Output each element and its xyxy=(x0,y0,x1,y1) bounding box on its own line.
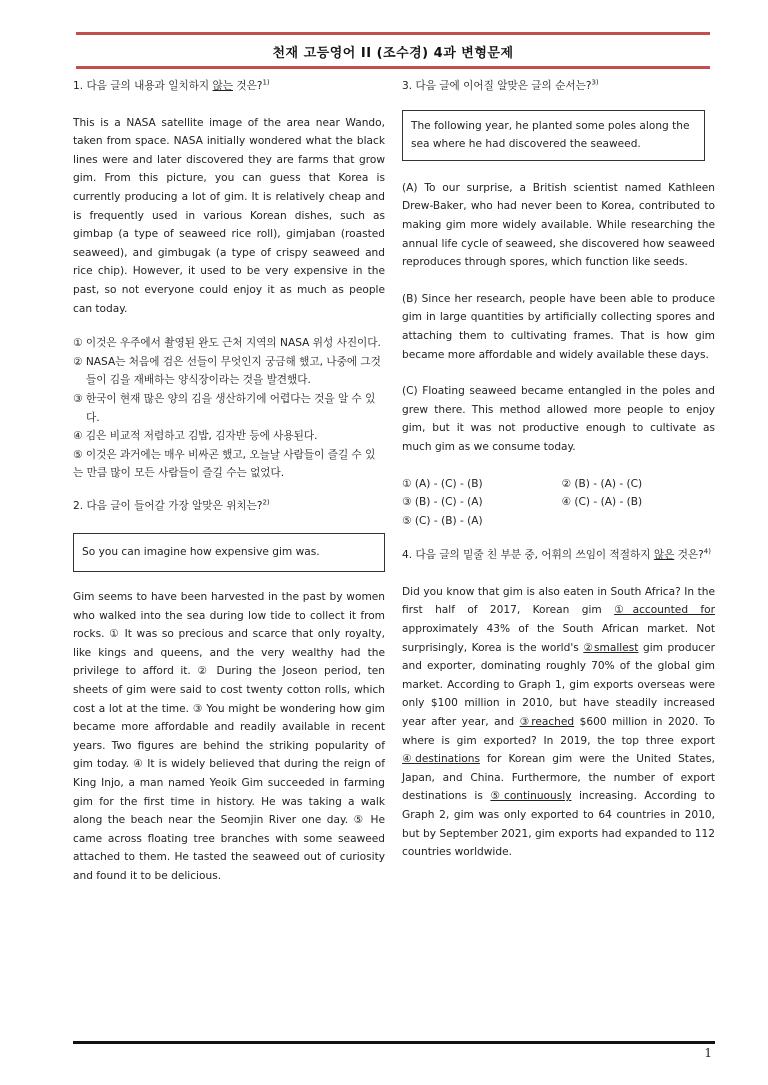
question-3-choices xyxy=(402,475,715,531)
question-1-stem xyxy=(73,77,385,96)
question-3-stem xyxy=(402,77,715,96)
footer-rule xyxy=(73,1041,715,1044)
underlined-word-4[interactable]: ④destinations xyxy=(402,753,480,766)
page-number: 1 xyxy=(704,1046,712,1060)
underlined-word-5[interactable]: ⑤continuously xyxy=(490,790,572,803)
choice[interactable]: ② (B) - (A) - (C) xyxy=(561,477,643,490)
question-1 xyxy=(73,77,385,483)
left-column xyxy=(73,77,385,886)
question-number: 2. xyxy=(73,499,84,512)
stem-text: 다음 글의 내용과 일치하지 xyxy=(86,80,210,92)
passage-segment: for Korean gim were the United States, Japan, and China. Furthermore, the number of export destinations is xyxy=(402,753,715,803)
given-sentence: So you can imagine how expensive gim was. xyxy=(82,546,320,559)
given-sentence-box xyxy=(402,110,705,161)
question-3 xyxy=(402,77,715,530)
choice[interactable]: ⑤ 이것은 과거에는 매우 비싸곤 했고, 오늘날 사람들이 즐길 수 있는 만큼 많이 모든 사람들이 즐길 수는 없었다. xyxy=(73,448,376,480)
question-number: 4. xyxy=(402,549,413,562)
question-4-passage xyxy=(402,583,715,862)
stem-text: 것은? xyxy=(236,80,263,92)
stem-text: 다음 글의 밑줄 친 부분 중, 어휘의 쓰임이 적절하지 xyxy=(415,549,651,562)
underlined-word-1[interactable]: ①accounted for xyxy=(614,604,715,617)
underlined-word-2[interactable]: ②smallest xyxy=(583,641,639,654)
right-column xyxy=(402,77,715,862)
question-4-stem xyxy=(402,546,715,565)
choice[interactable]: ④ 김은 비교적 저렴하고 김밥, 김자반 등에 사용된다. xyxy=(73,430,318,443)
question-number: 3. xyxy=(402,80,413,92)
choice[interactable]: ③ 한국이 현재 많은 양의 김을 생산하기에 어렵다는 것을 알 수 있다. xyxy=(73,392,376,424)
choice[interactable]: ⑤ (C) - (B) - (A) xyxy=(402,514,483,527)
passage-segment: Did you know that gim is also eaten in South Africa? In the first half of 2017, Korean gim xyxy=(402,585,715,617)
stem-text: 다음 글이 들어갈 가장 알맞은 위치는? xyxy=(86,499,263,512)
paragraph-b: (B) Since her research, people have been able to produce gim in large quantities by artificially collecting spores and attaching them to cultivating frames. That is how gim became more affordable and widely available these days. xyxy=(402,292,715,361)
passage-segment: increasing. According to Graph 2, gim was only exported to 64 countries in 2010, but by September 2021, gim exports had expanded to 112 countries worldwide. xyxy=(402,790,715,859)
passage-segment: gim producer and exporter, dominating roughly 70% of the global gim market. According to Graph 1, gim exports overseas were only $100 million in 2010, but have steadily increased year after year, and xyxy=(402,641,715,729)
given-sentence: The following year, he planted some poles along the sea where he had discovered the seaweed. xyxy=(411,119,690,151)
question-2-stem xyxy=(73,497,385,516)
header-bottom-rule xyxy=(76,66,710,69)
footnote-ref: 4) xyxy=(703,547,711,556)
page-title: 천재 고등영어 II (조수경) 4과 변형문제 xyxy=(272,46,514,61)
passage-segment: approximately 43% of the South African market. Not surprisingly, Korea is the world's xyxy=(402,623,715,654)
footnote-ref: 2) xyxy=(262,498,270,507)
question-1-choices xyxy=(73,334,385,483)
footnote-ref: 1) xyxy=(262,78,270,87)
passage-segment: $600 million in 2020. To where is gim exported? In 2019, the top three export xyxy=(402,716,715,747)
stem-text: 것은? xyxy=(677,549,704,562)
choice[interactable]: ① (A) - (C) - (B) xyxy=(402,477,483,490)
choice[interactable]: ① 이것은 우주에서 촬영된 완도 근처 지역의 NASA 위성 사진이다. xyxy=(73,337,381,350)
underlined-word-3[interactable]: ③reached xyxy=(519,716,575,729)
question-2-passage: Gim seems to have been harvested in the past by women who walked into the sea during low tide to collect it from rocks. ① It was so precious and scarce that only royalty, like kings and queens, and the very wealthy had the privilege to afford it. ② During the Joseon period, ten sheets of gim were said to cost twenty cotton rolls, which cost a lot at the time. ③ You might be wondering how gim became more affordable and readily available in recent years. Two figures are behind the striking popularity of gim today. ④ It is widely believed that during the reign of King Injo, a man named Yeoik Gim succeeded in farming gim for the first time in history. He was taking a walk along the beach near the Seomjin River one day. ⑤ He came across floating tree branches with some seaweed attached to them. He tasted the seaweed out of curiosity and found it to be delicious. xyxy=(73,591,385,882)
footnote-ref: 3) xyxy=(591,78,599,87)
given-sentence-box xyxy=(73,533,385,572)
header-top-rule xyxy=(76,32,710,35)
choice[interactable]: ② NASA는 처음에 검은 선들이 무엇인지 궁금해 했고, 나중에 그것들이 김을 재배하는 양식장이라는 것을 발견했다. xyxy=(73,355,381,387)
question-4 xyxy=(402,546,715,862)
question-1-passage: This is a NASA satellite image of the area near Wando, taken from space. NASA initially wondered what the black lines were and later discovered they are farms that grow gim. From this picture, you can guess that Korea is currently producing a lot of gim. It is relatively cheap and is frequently used in various Korean dishes, such as gimbap (a type of seaweed rice roll), gimjaban (roasted seaweed), and gimbugak (a type of crispy seaweed and rice chip). However, it used to be very expensive in the past, so not everyone could enjoy it as much as people can today. xyxy=(73,116,385,315)
stem-underlined: 않은 xyxy=(653,549,675,562)
choice[interactable]: ③ (B) - (C) - (A) xyxy=(402,496,483,509)
stem-text: 다음 글에 이어질 알맞은 글의 순서는? xyxy=(415,80,592,92)
choice[interactable]: ④ (C) - (A) - (B) xyxy=(561,496,643,509)
paragraph-a: (A) To our surprise, a British scientist named Kathleen Drew-Baker, who had never been to Korea, contributed to making gim more widely available. While researching the annual life cycle of seaweed, she discovered how seaweed reproduces through spores, which function like seeds. xyxy=(402,181,715,269)
question-number: 1. xyxy=(73,80,84,92)
stem-underlined: 않는 xyxy=(212,80,233,92)
paragraph-c: (C) Floating seaweed became entangled in the poles and grew there. This method allowed more people to enjoy gim, but it was not productive enough to cultivate as much gim as we consume today. xyxy=(402,385,715,453)
question-2 xyxy=(73,497,385,886)
